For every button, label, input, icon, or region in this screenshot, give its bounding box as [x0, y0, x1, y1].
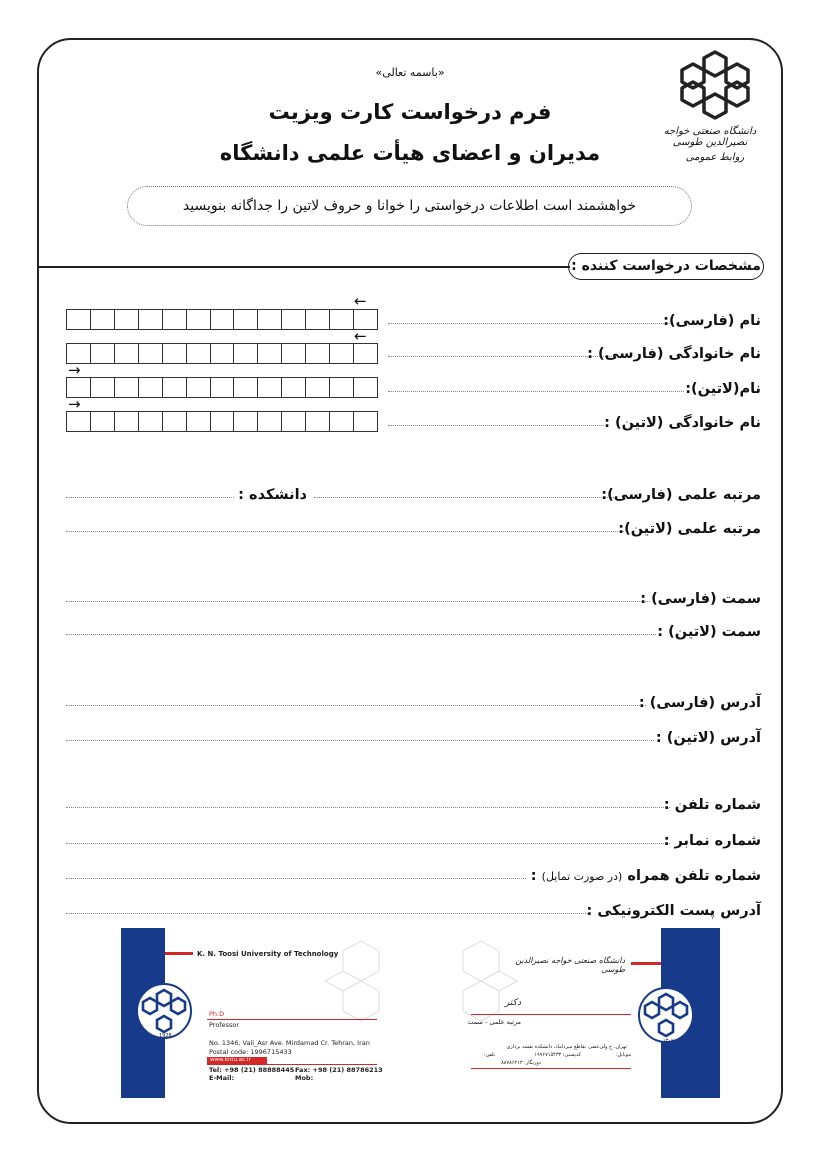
- position-latin-dots[interactable]: [66, 634, 656, 635]
- faculty-label: دانشکده :: [238, 487, 307, 503]
- section-title: [568, 253, 764, 280]
- logo-university-name: دانشگاه صنعتی خواجه نصیرالدین طوسی: [663, 126, 757, 148]
- fax-dots[interactable]: [66, 843, 670, 844]
- card-fa-fax: دورنگار: ۸۸۷۸۶۲۱۳: [501, 1060, 541, 1066]
- section-title-text: مشخصات درخواست کننده :: [571, 258, 761, 274]
- card-en-fax: Fax: +98 (21) 88786213: [295, 1066, 383, 1074]
- card-watermark-icon: [441, 936, 521, 1026]
- card-en-logo-icon: [135, 982, 193, 1040]
- position-fa-label: سمت (فارسی) :: [640, 591, 761, 607]
- card-en-website-bar: [207, 1057, 267, 1064]
- card-fa-phone: تلفن:: [483, 1052, 495, 1058]
- rank-latin-label: مرتبه علمی (لاتین):: [618, 521, 761, 537]
- ltr-arrow-icon: →: [68, 361, 81, 379]
- faculty-dots[interactable]: [66, 497, 234, 498]
- card-fa-address: تهران، خ ولی‌عصر، تقاطع میرداماد، دانشکده نقشه برداری: [506, 1044, 627, 1050]
- instruction-box: [127, 186, 692, 226]
- name-fa-label: نام (فارسی):: [663, 313, 761, 329]
- name-fa-letter-grid[interactable]: [66, 309, 378, 330]
- mobile-label-text: شماره تلفن همراه: [627, 868, 761, 884]
- rank-latin-dots[interactable]: [66, 531, 624, 532]
- rank-fa-dots[interactable]: [314, 497, 614, 498]
- rtl-arrow-icon: ←: [354, 292, 367, 310]
- section-divider: [38, 266, 570, 268]
- family-latin-label: نام خانوادگی (لاتین) :: [604, 415, 761, 431]
- form-subtitle: مدیران و اعضای هیأت علمی دانشگاه: [219, 141, 601, 165]
- card-en-website: www.kntu.ac.ir: [210, 1057, 251, 1063]
- card-en-title: Professor: [209, 1021, 240, 1029]
- mobile-label: [531, 868, 761, 884]
- business-card-english: [121, 928, 408, 1098]
- card-fa-divider-2: [471, 1068, 631, 1069]
- rtl-arrow-icon: ←: [354, 327, 367, 345]
- name-fa-dots: [388, 323, 670, 324]
- card-fa-title: مرتبه علمی - سمت: [467, 1018, 521, 1026]
- card-fa-divider: [471, 1014, 631, 1015]
- logo-department: روابط عمومی: [685, 152, 745, 163]
- card-en-divider: [207, 1019, 377, 1020]
- card-en-university: K. N. Toosi University of Technology: [197, 950, 339, 958]
- card-fa-degree: دکتر: [505, 998, 521, 1008]
- card-fa-postal: کدپستی: ۱۹۹۶۷۱۵۴۳۳: [534, 1052, 581, 1058]
- position-fa-dots[interactable]: [66, 601, 650, 602]
- name-latin-dots: [388, 391, 684, 392]
- business-card-persian: [441, 928, 720, 1098]
- card-accent-line: [631, 962, 661, 965]
- family-latin-letter-grid[interactable]: [66, 411, 378, 432]
- email-label: آدرس پست الکترونیکی :: [586, 903, 761, 919]
- family-fa-label: نام خانوادگی (فارسی) :: [587, 346, 761, 362]
- card-fa-logo-icon: [637, 986, 695, 1044]
- card-fa-year: ۱۳۰۷: [663, 1038, 674, 1044]
- university-logo-icon: [678, 48, 752, 122]
- mobile-label-colon: :: [530, 868, 537, 884]
- address-fa-dots[interactable]: [66, 705, 646, 706]
- card-fa-mobile: موبایل:: [615, 1052, 631, 1058]
- card-en-address: No. 1346, Vali_Asr Ave. Mirdamad Cr. Tehran, Iran: [209, 1039, 370, 1047]
- rank-fa-label: مرتبه علمی (فارسی):: [601, 487, 761, 503]
- card-en-email: E-Mail:: [209, 1074, 235, 1082]
- card-en-mob: Mob:: [295, 1074, 314, 1082]
- position-latin-label: سمت (لاتین) :: [657, 624, 761, 640]
- family-latin-dots: [388, 425, 604, 426]
- name-latin-letter-grid[interactable]: [66, 377, 378, 398]
- form-title: فرم درخواست کارت ویزیت: [268, 100, 552, 124]
- mobile-note: (در صورت تمایل): [541, 870, 623, 883]
- fax-label: شماره نمابر :: [663, 833, 761, 849]
- card-en-postal: Postal code: 1996715433: [209, 1048, 292, 1056]
- bismillah: «باسمه تعالی»: [375, 66, 445, 79]
- phone-dots[interactable]: [66, 807, 670, 808]
- family-fa-dots: [388, 356, 612, 357]
- address-latin-label: آدرس (لاتین) :: [655, 730, 761, 746]
- card-en-year: 1928: [159, 1033, 172, 1039]
- mobile-dots[interactable]: [66, 878, 526, 879]
- family-fa-letter-grid[interactable]: [66, 343, 378, 364]
- card-fa-university: دانشگاه صنعتی خواجه نصیرالدین طوسی: [515, 956, 625, 974]
- card-accent-line: [165, 952, 193, 955]
- phone-label: شماره تلفن :: [663, 797, 761, 813]
- address-latin-dots[interactable]: [66, 740, 654, 741]
- email-dots[interactable]: [66, 913, 590, 914]
- card-en-degree: Ph.D: [209, 1010, 225, 1018]
- ltr-arrow-icon: →: [68, 395, 81, 413]
- address-fa-label: آدرس (فارسی) :: [638, 695, 761, 711]
- card-en-tel: Tel: +98 (21) 88888445: [209, 1066, 295, 1074]
- instruction-text: خواهشمند است اطلاعات درخواستی را خوانا و حروف لاتین را جداگانه بنویسید: [182, 198, 637, 214]
- name-latin-label: نام(لاتین):: [685, 381, 761, 397]
- card-en-divider-2: [207, 1064, 377, 1065]
